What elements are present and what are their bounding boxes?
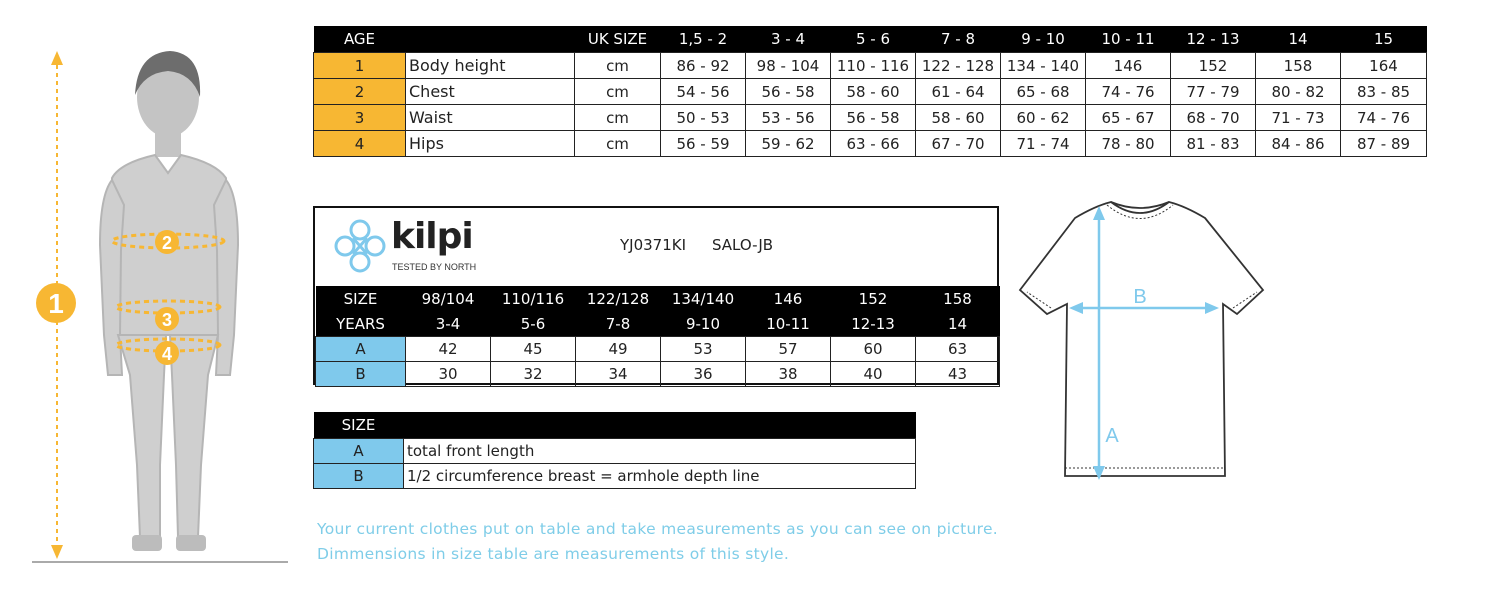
header-age-col: 10 - 11 [1086,26,1171,53]
header-age-col: 9 - 10 [1001,26,1086,53]
measurement-value: 68 - 70 [1171,105,1256,131]
header-uk-size: UK SIZE [575,26,661,53]
measurement-value: 71 - 74 [1001,131,1086,157]
size-value: 158 [916,286,1000,311]
measure-value: 49 [576,337,661,362]
measurement-value: 56 - 58 [831,105,916,131]
years-value: 7-8 [576,311,661,337]
years-value: 14 [916,311,1000,337]
measurement-value: 56 - 58 [746,79,831,105]
years-value: 5-6 [491,311,576,337]
legend-key: B [314,464,404,489]
measurement-legend-table [313,412,916,489]
measurement-value: 59 - 62 [746,131,831,157]
legend-row [314,439,916,464]
instruction-note-2: Dimmensions in size table are measurements of this style. [317,545,790,563]
marker-1-text: 1 [48,288,64,319]
brand-name: kilpi [391,216,473,257]
measure-value: 34 [576,362,661,387]
header-age-col: 3 - 4 [746,26,831,53]
measurement-value: 61 - 64 [916,79,1001,105]
measurement-value: 74 - 76 [1341,105,1427,131]
measurement-value: 60 - 62 [1001,105,1086,131]
size-value: 152 [831,286,916,311]
measurement-value: 158 [1256,53,1341,79]
measurement-value: 84 - 86 [1256,131,1341,157]
row-number: 2 [314,79,406,105]
measurement-value: 78 - 80 [1086,131,1171,157]
measure-value: 42 [406,337,491,362]
size-value: 134/140 [661,286,746,311]
measure-a-arrow [1093,206,1105,480]
size-value: 110/116 [491,286,576,311]
row-number: 1 [314,53,406,79]
measurement-unit: cm [575,131,661,157]
size-value: 122/128 [576,286,661,311]
measurement-value: 77 - 79 [1171,79,1256,105]
header-age-col: 15 [1341,26,1427,53]
measurement-value: 110 - 116 [831,53,916,79]
measure-value: 63 [916,337,1000,362]
product-years-header-row [316,311,1000,337]
size-value: 146 [746,286,831,311]
legend-header-size: SIZE [314,412,404,439]
product-size-row [316,362,1000,387]
measure-value: 43 [916,362,1000,387]
size-label: SIZE [316,286,406,311]
body-size-row [314,131,1427,157]
measurement-value: 65 - 68 [1001,79,1086,105]
label-a: A [1105,425,1119,447]
product-code: YJ0371KI [620,236,687,254]
header-age-col: 7 - 8 [916,26,1001,53]
measurement-value: 74 - 76 [1086,79,1171,105]
header-age-col: 5 - 6 [831,26,916,53]
measure-value: 53 [661,337,746,362]
measurement-unit: cm [575,105,661,131]
measurement-value: 67 - 70 [916,131,1001,157]
body-measurement-figure [20,45,300,570]
measure-value: 45 [491,337,576,362]
marker-4-text: 4 [161,344,173,364]
measurement-value: 58 - 60 [916,105,1001,131]
header-blank [406,26,575,53]
body-size-row [314,79,1427,105]
years-value: 3-4 [406,311,491,337]
row-number: 4 [314,131,406,157]
measurement-value: 87 - 89 [1341,131,1427,157]
tshirt-diagram [1015,196,1270,486]
header-age-col: 12 - 13 [1171,26,1256,53]
body-size-table [313,26,1427,157]
instruction-note-1: Your current clothes put on table and take measurements as you can see on picture. [317,520,999,538]
measure-value: 38 [746,362,831,387]
measurement-value: 146 [1086,53,1171,79]
measure-value: 40 [831,362,916,387]
marker-2-text: 2 [161,233,173,253]
measurement-value: 56 - 59 [661,131,746,157]
measurement-value: 65 - 67 [1086,105,1171,131]
measurement-value: 58 - 60 [831,79,916,105]
legend-row [314,464,916,489]
measurement-value: 83 - 85 [1341,79,1427,105]
measure-key: B [316,362,406,387]
body-size-row [314,105,1427,131]
measure-value: 32 [491,362,576,387]
measurement-value: 98 - 104 [746,53,831,79]
years-value: 10-11 [746,311,831,337]
product-size-box [313,206,999,385]
measurement-value: 122 - 128 [916,53,1001,79]
measure-value: 60 [831,337,916,362]
measurement-value: 71 - 73 [1256,105,1341,131]
measurement-value: 152 [1171,53,1256,79]
measure-value: 36 [661,362,746,387]
legend-key: A [314,439,404,464]
legend-header-blank [404,412,916,439]
measurement-unit: cm [575,53,661,79]
legend-desc: total front length [404,439,916,464]
product-size-table [315,286,1000,387]
product-header [315,208,997,286]
kilpi-knot-icon [331,216,389,276]
header-age-col: 1,5 - 2 [661,26,746,53]
tshirt-outline [1020,202,1263,476]
product-size-row [316,337,1000,362]
size-value: 98/104 [406,286,491,311]
measure-value: 30 [406,362,491,387]
measurement-value: 80 - 82 [1256,79,1341,105]
legend-desc: 1/2 circumference breast = armhole depth line [404,464,916,489]
years-value: 9-10 [661,311,746,337]
measurement-value: 134 - 140 [1001,53,1086,79]
measurement-name: Waist [406,105,575,131]
years-value: 12-13 [831,311,916,337]
measure-key: A [316,337,406,362]
body-size-row [314,53,1427,79]
label-b: B [1133,286,1147,308]
brand-tagline: TESTED BY NORTH [392,262,477,272]
product-size-header-row [316,286,1000,311]
measurement-value: 86 - 92 [661,53,746,79]
header-age-col: 14 [1256,26,1341,53]
measurement-value: 53 - 56 [746,105,831,131]
measurement-value: 54 - 56 [661,79,746,105]
measurement-unit: cm [575,79,661,105]
measurement-name: Chest [406,79,575,105]
marker-3-text: 3 [161,310,173,330]
measurement-value: 50 - 53 [661,105,746,131]
years-label: YEARS [316,311,406,337]
measurement-name: Body height [406,53,575,79]
measurement-value: 63 - 66 [831,131,916,157]
measurement-value: 164 [1341,53,1427,79]
legend-header-row [314,412,916,439]
measurement-value: 81 - 83 [1171,131,1256,157]
measurement-name: Hips [406,131,575,157]
header-age: AGE [314,26,406,53]
body-size-header-row [314,26,1427,53]
product-name: SALO-JB [712,236,774,254]
measure-value: 57 [746,337,831,362]
row-number: 3 [314,105,406,131]
